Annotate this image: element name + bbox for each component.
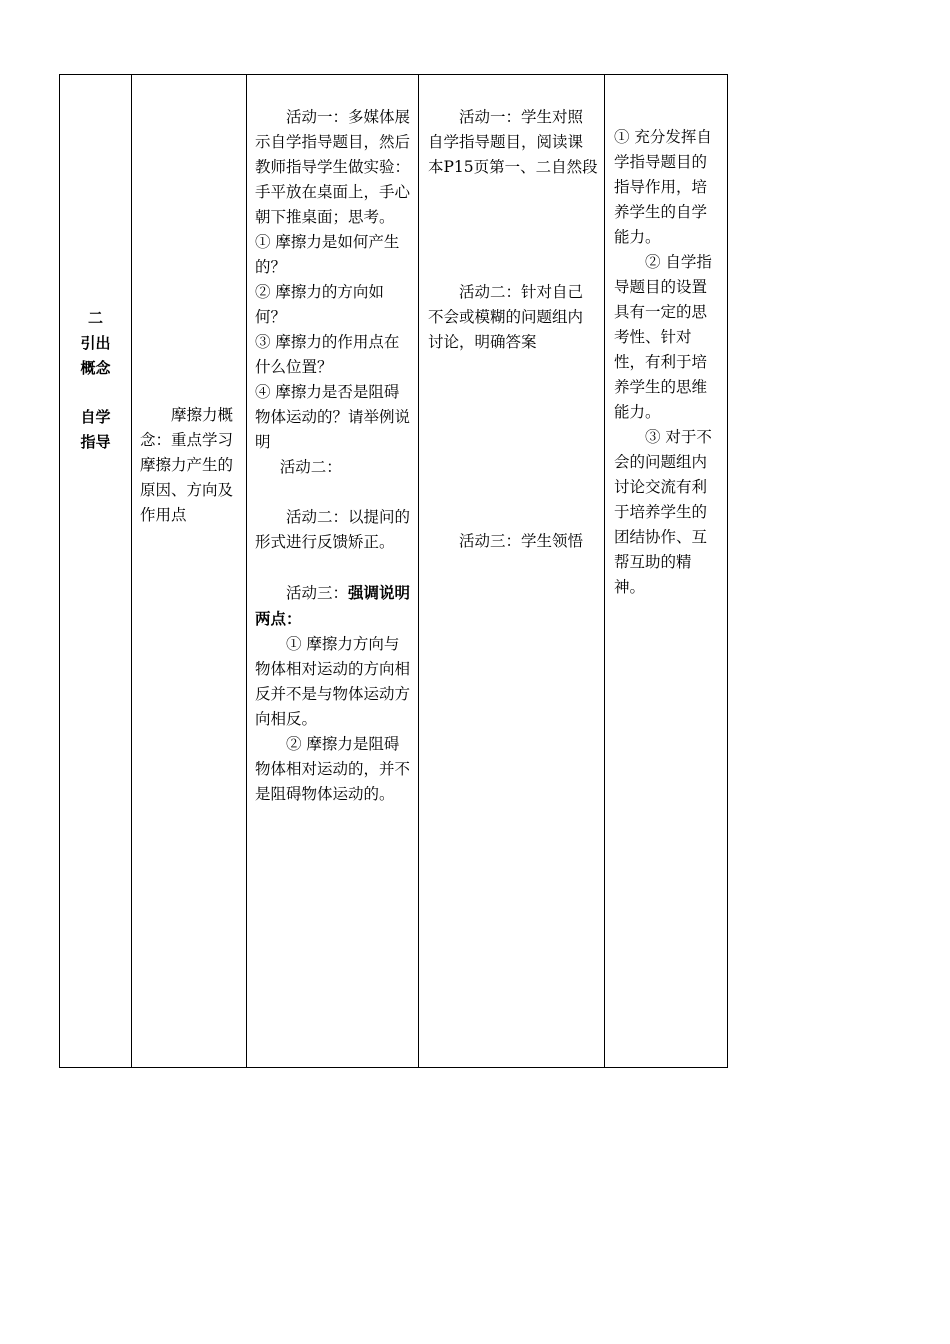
stage-cell — [60, 75, 132, 1068]
stage-title-line2: 概念 — [80, 359, 111, 377]
teacher-activity-2-label: 活动二： — [279, 458, 342, 476]
teacher-activity-2: 活动二：以提问的形式进行反馈矫正。 — [255, 508, 411, 551]
stage-number: 二 — [87, 309, 103, 327]
student-activity-cell — [419, 75, 605, 1068]
content-cell — [132, 75, 247, 1068]
stage-sub-line1: 自学 — [80, 408, 111, 426]
intent-3: ③ 对于不会的问题组内讨论交流有利于培养学生的团结协作、互帮互助的精神。 — [614, 428, 712, 596]
point-2: ② 摩擦力是阻碍物体相对运动的，并不是阻碍物体运动的。 — [255, 735, 411, 803]
question-4: ④ 摩擦力是否是阻碍物体运动的？请举例说明 — [255, 383, 411, 451]
teacher-activity-3 — [255, 580, 411, 632]
student-activity-3: 活动三：学生领悟 — [459, 532, 584, 550]
lesson-content: 摩擦力概念：重点学习摩擦力产生的原因、方向及作用点 — [140, 406, 234, 524]
teacher-activity-3-emphasis: 强调说明两点： — [255, 583, 411, 628]
question-1: ① 摩擦力是如何产生的？ — [255, 233, 400, 276]
point-1: ① 摩擦力方向与物体相对运动的方向相反并不是与物体运动方向相反。 — [255, 635, 411, 728]
intent-1: ① 充分发挥自学指导题目的指导作用，培养学生的自学能力。 — [614, 128, 712, 246]
question-2: ② 摩擦力的方向如何？ — [255, 283, 384, 326]
stage-sub-label — [59, 405, 132, 455]
teacher-activity-1: 活动一：多媒体展示自学指导题目，然后教师指导学生做实验：手平放在桌面上，手心朝下推桌面；思考。 — [255, 108, 411, 226]
question-3: ③ 摩擦力的作用点在什么位置？ — [255, 333, 400, 376]
teacher-activity-3-prefix: 活动三： — [286, 584, 349, 602]
stage-label — [59, 306, 132, 381]
intent-2: ② 自学指导题目的设置具有一定的思考性、针对性，有利于培养学生的思维能力。 — [614, 253, 712, 421]
stage-sub-line2: 指导 — [80, 433, 111, 451]
design-intent — [614, 125, 722, 600]
teacher-activities — [255, 105, 411, 807]
student-activity-1: 活动一：学生对照自学指导题目，阅读课本P15页第一、二自然段 — [428, 108, 598, 176]
student-activity-2: 活动二：针对自己不会或模糊的问题组内讨论，明确答案 — [428, 283, 584, 351]
stage-title-line1: 引出 — [80, 334, 111, 352]
